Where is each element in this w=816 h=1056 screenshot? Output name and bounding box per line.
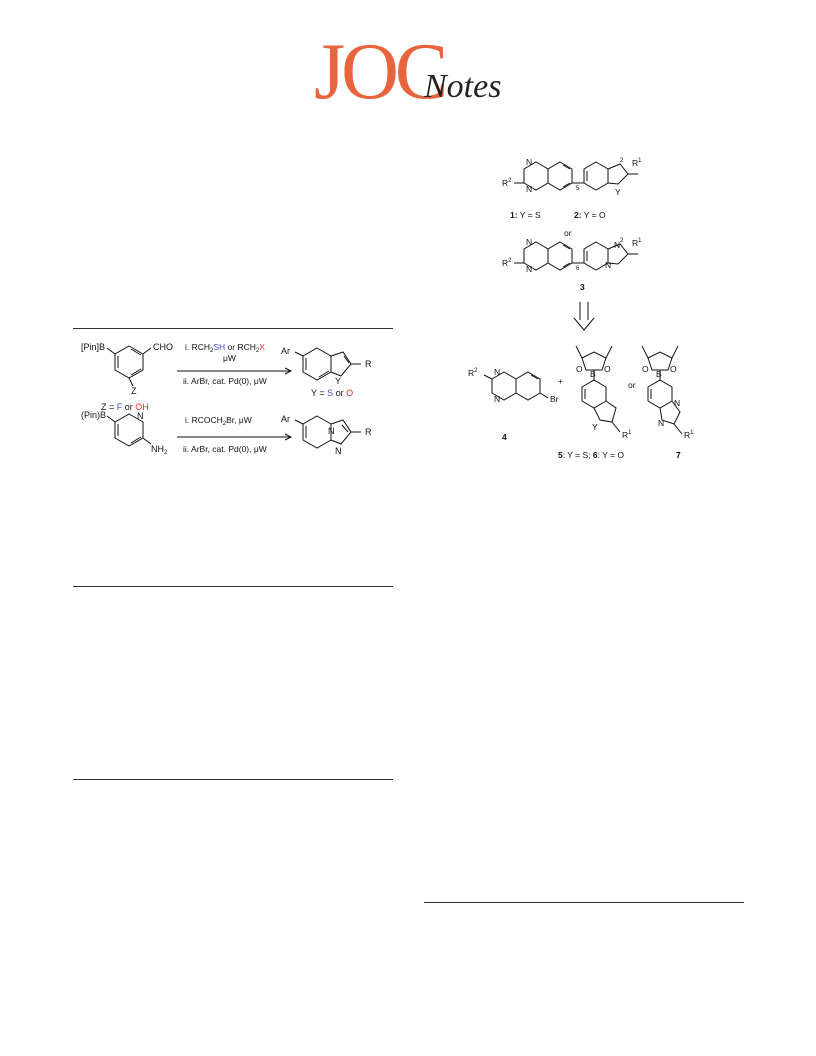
cmpd7-boron: B	[656, 369, 662, 379]
row2-product-ar: Ar	[281, 414, 290, 424]
rule-top	[73, 328, 393, 329]
caption-compound-2: 2: Y = O	[574, 210, 606, 220]
retrosynthesis-figure	[462, 140, 762, 470]
row1-product-r: R	[365, 359, 372, 369]
row1-z-label: Z	[131, 386, 137, 396]
cmpd7-n-imidazole: N	[658, 418, 665, 428]
caption-compounds-5-6: 5: Y = S; 6: Y = O	[558, 450, 625, 460]
cmpd3-n-top: N	[526, 237, 533, 247]
cmpd4-r2: $R^2$	[468, 368, 478, 378]
rule-bottom-left	[73, 779, 393, 780]
cmpd7-n-bridge: N	[674, 398, 681, 408]
cmpd7-oxygen-left: O	[642, 364, 649, 374]
journal-logo	[300, 30, 540, 114]
row1-cho-label: CHO	[153, 342, 173, 352]
cmpd12-y: Y	[615, 187, 621, 197]
cmpd56-boron: B	[590, 369, 596, 379]
cmpd12-r1: $R^1$	[632, 158, 642, 168]
cmpd3-r2: $R^2$	[502, 258, 512, 268]
cmpd12-r2: $R^2$	[502, 178, 512, 188]
cmpd4-n-top: N	[494, 367, 501, 377]
toc-reaction-scheme	[73, 334, 403, 464]
row1-step1: i. $RCH_2SH$ or $RCH_2X$	[185, 342, 265, 354]
row1-step1-microwave: μW	[223, 353, 236, 363]
rule-bottom-right	[424, 902, 744, 903]
or-label-bottom: or	[628, 380, 636, 390]
caption-compound-1: 1: Y = S	[510, 210, 541, 220]
row2-product-n2: N	[335, 446, 342, 456]
cmpd12-pos5: 5	[576, 186, 580, 192]
cmpd12-n-top: N	[526, 157, 533, 167]
row1-y-definition: Y = S or O	[311, 388, 354, 398]
cmpd3-pos2: 2	[620, 238, 624, 244]
cmpd3-n-imidazole: N	[614, 240, 621, 250]
row2-step2: ii. ArBr, cat. Pd(0), μW	[183, 444, 267, 454]
label-compound-4: 4	[502, 432, 507, 442]
cmpd12-pos2: 2	[620, 158, 624, 164]
row1-product-y: Y	[335, 376, 342, 386]
row1-z-definition: Z = F or OH	[101, 402, 149, 412]
row2-pinb-label: (Pin)B	[81, 410, 107, 420]
cmpd3-n-bottom: N	[526, 264, 533, 274]
cmpd56-oxygen-right: O	[604, 364, 611, 374]
cmpd3-r1: $R^1$	[632, 238, 642, 248]
row2-nh2-label: $NH_2$	[151, 444, 168, 456]
logo-main-text: JOC	[314, 28, 445, 116]
cmpd12-n-bottom: N	[526, 184, 533, 194]
row2-step1: i. $RCOCH_2Br$, μW	[185, 415, 252, 427]
row2-product-r: R	[365, 427, 372, 437]
logo-sub-text: Notes	[424, 68, 502, 105]
row2-n-label: N	[137, 411, 144, 421]
cmpd56-y: Y	[592, 422, 598, 432]
cmpd4-n-bottom: N	[494, 394, 501, 404]
row1-pinb-label: [Pin]B	[81, 342, 106, 352]
label-compound-3: 3	[580, 282, 585, 292]
row1-step2: ii. ArBr, cat. Pd(0), μW	[183, 376, 267, 386]
cmpd3-n-bridge: N	[605, 260, 612, 270]
row1-product-ar: Ar	[281, 346, 290, 356]
or-label-top: or	[564, 228, 572, 238]
cmpd7-oxygen-right: O	[670, 364, 677, 374]
row2-product-n1: N	[328, 426, 335, 436]
cmpd56-r1: $R^1$	[622, 430, 632, 440]
cmpd56-oxygen-left: O	[576, 364, 583, 374]
cmpd4-br: Br	[550, 394, 559, 404]
label-compound-7: 7	[676, 450, 681, 460]
cmpd7-r1: $R^1$	[684, 430, 694, 440]
plus-sign: +	[558, 376, 563, 386]
rule-mid	[73, 586, 393, 587]
cmpd3-pos6: 6	[576, 266, 580, 272]
